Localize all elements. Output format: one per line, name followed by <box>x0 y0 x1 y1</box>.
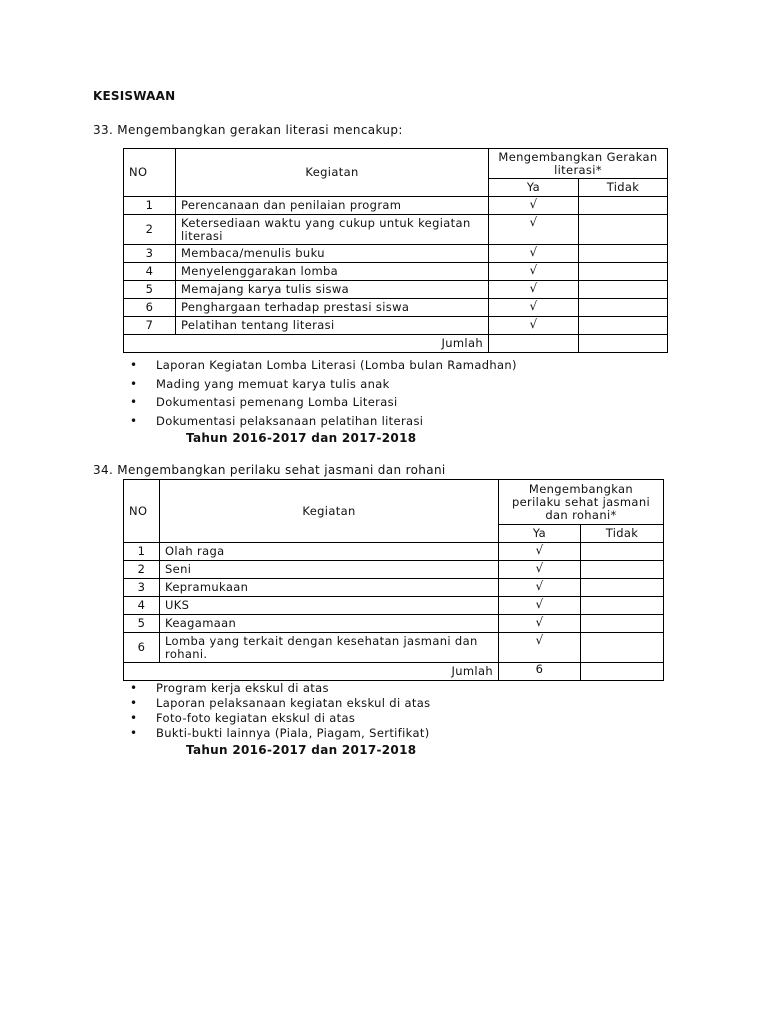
row-kegiatan: Olah raga <box>160 543 499 561</box>
q33-header-tidak: Tidak <box>579 179 668 197</box>
row-kegiatan: Keagamaan <box>160 615 499 633</box>
row-no: 5 <box>124 281 176 299</box>
row-kegiatan: Memajang karya tulis siswa <box>176 281 489 299</box>
q33-header-no: NO <box>124 149 176 197</box>
check-icon: √ <box>499 543 581 561</box>
row-tidak <box>581 615 664 633</box>
q33-year: Tahun 2016-2017 dan 2017-2018 <box>186 431 417 445</box>
row-tidak <box>581 597 664 615</box>
check-icon: √ <box>489 197 579 215</box>
q34-header-kegiatan: Kegiatan <box>160 480 499 543</box>
row-tidak <box>581 633 664 663</box>
table-row <box>124 543 664 561</box>
check-icon: √ <box>499 615 581 633</box>
row-kegiatan: Kepramukaan <box>160 579 499 597</box>
check-icon: √ <box>489 215 579 245</box>
list-item: • Laporan pelaksanaan kegiatan ekskul di atas <box>130 696 431 711</box>
row-no: 6 <box>124 633 160 663</box>
list-item: • Program kerja ekskul di atas <box>130 681 431 696</box>
row-tidak <box>579 281 668 299</box>
q34-evidence-list <box>130 681 431 741</box>
section-heading: KESISWAAN <box>93 89 176 103</box>
q33-header-kegiatan: Kegiatan <box>176 149 489 197</box>
check-icon: √ <box>489 245 579 263</box>
q33-table <box>123 148 668 353</box>
q34-table <box>123 479 664 681</box>
row-no: 4 <box>124 597 160 615</box>
total-label: Jumlah <box>124 663 499 681</box>
q34-title: 34. Mengembangkan perilaku sehat jasmani dan rohani <box>93 463 446 477</box>
row-no: 2 <box>124 561 160 579</box>
row-no: 5 <box>124 615 160 633</box>
row-no: 3 <box>124 579 160 597</box>
q33-header-ya: Ya <box>489 179 579 197</box>
row-no: 2 <box>124 215 176 245</box>
row-no: 7 <box>124 317 176 335</box>
table-row <box>124 197 668 215</box>
check-icon: √ <box>489 299 579 317</box>
check-icon: √ <box>499 561 581 579</box>
q34-header-group: Mengembangkan perilaku sehat jasmani dan rohani* <box>499 480 664 525</box>
row-tidak <box>579 245 668 263</box>
total-tidak <box>581 663 664 681</box>
row-tidak <box>579 215 668 245</box>
row-tidak <box>581 579 664 597</box>
list-item: • Dokumentasi pelaksanaan pelatihan literasi <box>130 412 517 431</box>
q33-title: 33. Mengembangkan gerakan literasi mencakup: <box>93 123 403 137</box>
total-ya <box>489 335 579 353</box>
table-row <box>124 615 664 633</box>
row-kegiatan: Penghargaan terhadap prestasi siswa <box>176 299 489 317</box>
total-ya: 6 <box>499 663 581 681</box>
check-icon: √ <box>489 281 579 299</box>
list-item: • Dokumentasi pemenang Lomba Literasi <box>130 393 517 412</box>
check-icon: √ <box>499 597 581 615</box>
check-icon: √ <box>499 633 581 663</box>
table-total-row <box>124 335 668 353</box>
row-no: 1 <box>124 543 160 561</box>
row-kegiatan: Perencanaan dan penilaian program <box>176 197 489 215</box>
q33-evidence-list <box>130 356 517 430</box>
list-item: • Foto-foto kegiatan ekskul di atas <box>130 711 431 726</box>
check-icon: √ <box>499 579 581 597</box>
q34-header-tidak: Tidak <box>581 525 664 543</box>
row-tidak <box>579 317 668 335</box>
row-tidak <box>579 263 668 281</box>
row-kegiatan: Seni <box>160 561 499 579</box>
q33-header-group: Mengembangkan Gerakan literasi* <box>489 149 668 179</box>
row-no: 1 <box>124 197 176 215</box>
list-item: • Mading yang memuat karya tulis anak <box>130 375 517 394</box>
row-tidak <box>579 197 668 215</box>
q34-year: Tahun 2016-2017 dan 2017-2018 <box>186 743 417 757</box>
row-no: 3 <box>124 245 176 263</box>
table-row <box>124 215 668 245</box>
check-icon: √ <box>489 317 579 335</box>
table-row <box>124 245 668 263</box>
list-item: • Bukti-bukti lainnya (Piala, Piagam, Sertifikat) <box>130 726 431 741</box>
q34-header-no: NO <box>124 480 160 543</box>
row-tidak <box>581 543 664 561</box>
row-kegiatan: UKS <box>160 597 499 615</box>
row-kegiatan: Ketersediaan waktu yang cukup untuk kegiatan literasi <box>176 215 489 245</box>
table-row <box>124 281 668 299</box>
total-label: Jumlah <box>124 335 489 353</box>
row-kegiatan: Membaca/menulis buku <box>176 245 489 263</box>
row-tidak <box>579 299 668 317</box>
table-row <box>124 633 664 663</box>
row-kegiatan: Pelatihan tentang literasi <box>176 317 489 335</box>
check-icon: √ <box>489 263 579 281</box>
table-total-row <box>124 663 664 681</box>
q34-header-ya: Ya <box>499 525 581 543</box>
table-row <box>124 317 668 335</box>
row-kegiatan: Lomba yang terkait dengan kesehatan jasmani dan rohani. <box>160 633 499 663</box>
row-tidak <box>581 561 664 579</box>
list-item: • Laporan Kegiatan Lomba Literasi (Lomba bulan Ramadhan) <box>130 356 517 375</box>
table-row <box>124 561 664 579</box>
row-kegiatan: Menyelenggarakan lomba <box>176 263 489 281</box>
table-row <box>124 263 668 281</box>
row-no: 6 <box>124 299 176 317</box>
table-row <box>124 299 668 317</box>
total-tidak <box>579 335 668 353</box>
table-row <box>124 579 664 597</box>
table-row <box>124 597 664 615</box>
row-no: 4 <box>124 263 176 281</box>
